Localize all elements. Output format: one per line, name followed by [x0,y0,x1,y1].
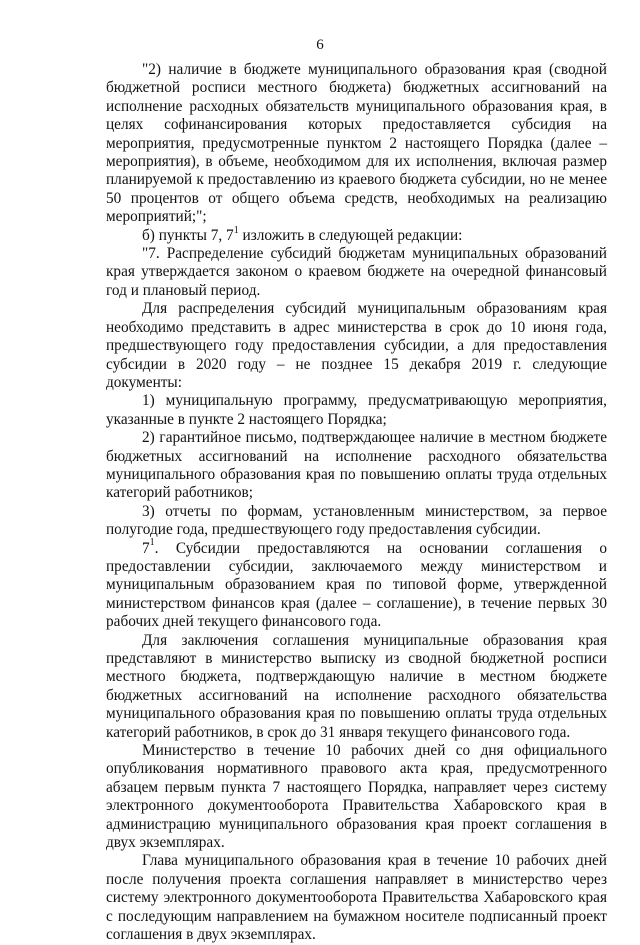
paragraph-10: Министерство в течение 10 рабочих дней со дня официального опубликования нормативного правового акта края, предусмотренного абзацем первым пункта 7 настоящего Порядка, направляет через систему электронного документооборота Правительства Хабаровского края в администрацию муниципального образования края проект соглашения в двух экземплярах. [106,742,607,852]
paragraph-8-superscript: 1 [149,537,155,549]
paragraph-5: 1) муниципальную программу, предусматривающую мероприятия, указанные в пункте 2 настоящего Порядка; [106,392,607,428]
paragraph-7: 3) отчеты по формам, установленным министерством, за первое полугодие года, предшествующего году предоставления субсидии. [106,502,607,539]
paragraph-1: "2) наличие в бюджете муниципального образования края (сводной бюджетной росписи местного бюджета) бюджетных ассигнований на исполнение расходных обязательств муниципального образования края, в целях софинансирования которых предоставляется субсидия на мероприятия, предусмотренные пунктом 2 настоящего Порядка (далее – мероприятия), в объеме, необходимом для их исполнения, включая размер планируемой к предоставлению из краевого бюджета субсидии, но не менее 50 процентов от общего объема средств, необходимых на реализацию мероприятий;"; [106,61,607,226]
document-body [106,61,607,945]
paragraph-8-text-end: . Субсидии предоставляются на основании соглашения о предоставлении субсидии, заключаемого между министерством и муниципальным образованием края по типовой форме, утвержденной министерством финансов края (далее – соглашение), в течение первых 30 рабочих дней текущего финансового года. [106,539,607,631]
paragraph-8 [106,537,607,632]
paragraph-2 [106,224,607,245]
paragraph-2-text-start: б) пункты 7, 7 [142,226,234,244]
paragraph-9: Для заключения соглашения муниципальные образования края представляют в министерство выписку из сводной бюджетной росписи местного бюджета, подтверждающую наличие в местном бюджете бюджетных ассигнований на исполнение расходного обязательства муниципального образования края по повышению оплаты труда отдельных категорий работников, в срок до 31 января текущего финансового года. [106,631,607,741]
paragraph-2-superscript: 1 [233,224,239,236]
paragraph-6: 2) гарантийное письмо, подтверждающее наличие в местном бюджете бюджетных ассигнований на исполнение расходного обязательства муниципального образования края по повышению оплаты труда отдельных категорий работников; [106,429,607,502]
paragraph-8-text-start: 7 [142,539,150,557]
paragraph-4: Для распределения субсидий муниципальным образованиям края необходимо представить в адрес министерства в срок до 10 июня года, предшествующего году предоставления субсидии, а для предоставления субсидии в 2020 году – не позднее 15 декабря 2019 г. следующие документы: [106,300,607,391]
paragraph-2-text-end: изложить в следующей редакции: [238,226,463,244]
paragraph-11: Глава муниципального образования края в течение 10 рабочих дней после получения проекта соглашения направляет в министерство через систему электронного документооборота Правительства Хабаровского края с последующим направлением на бумажном носителе подписанный проект соглашения в двух экземплярах. [106,852,607,944]
paragraph-3: "7. Распределение субсидий бюджетам муниципальных образований края утверждается законом о краевом бюджете на очередной финансовый год и плановый период. [106,245,607,299]
page-number: 6 [316,37,324,53]
